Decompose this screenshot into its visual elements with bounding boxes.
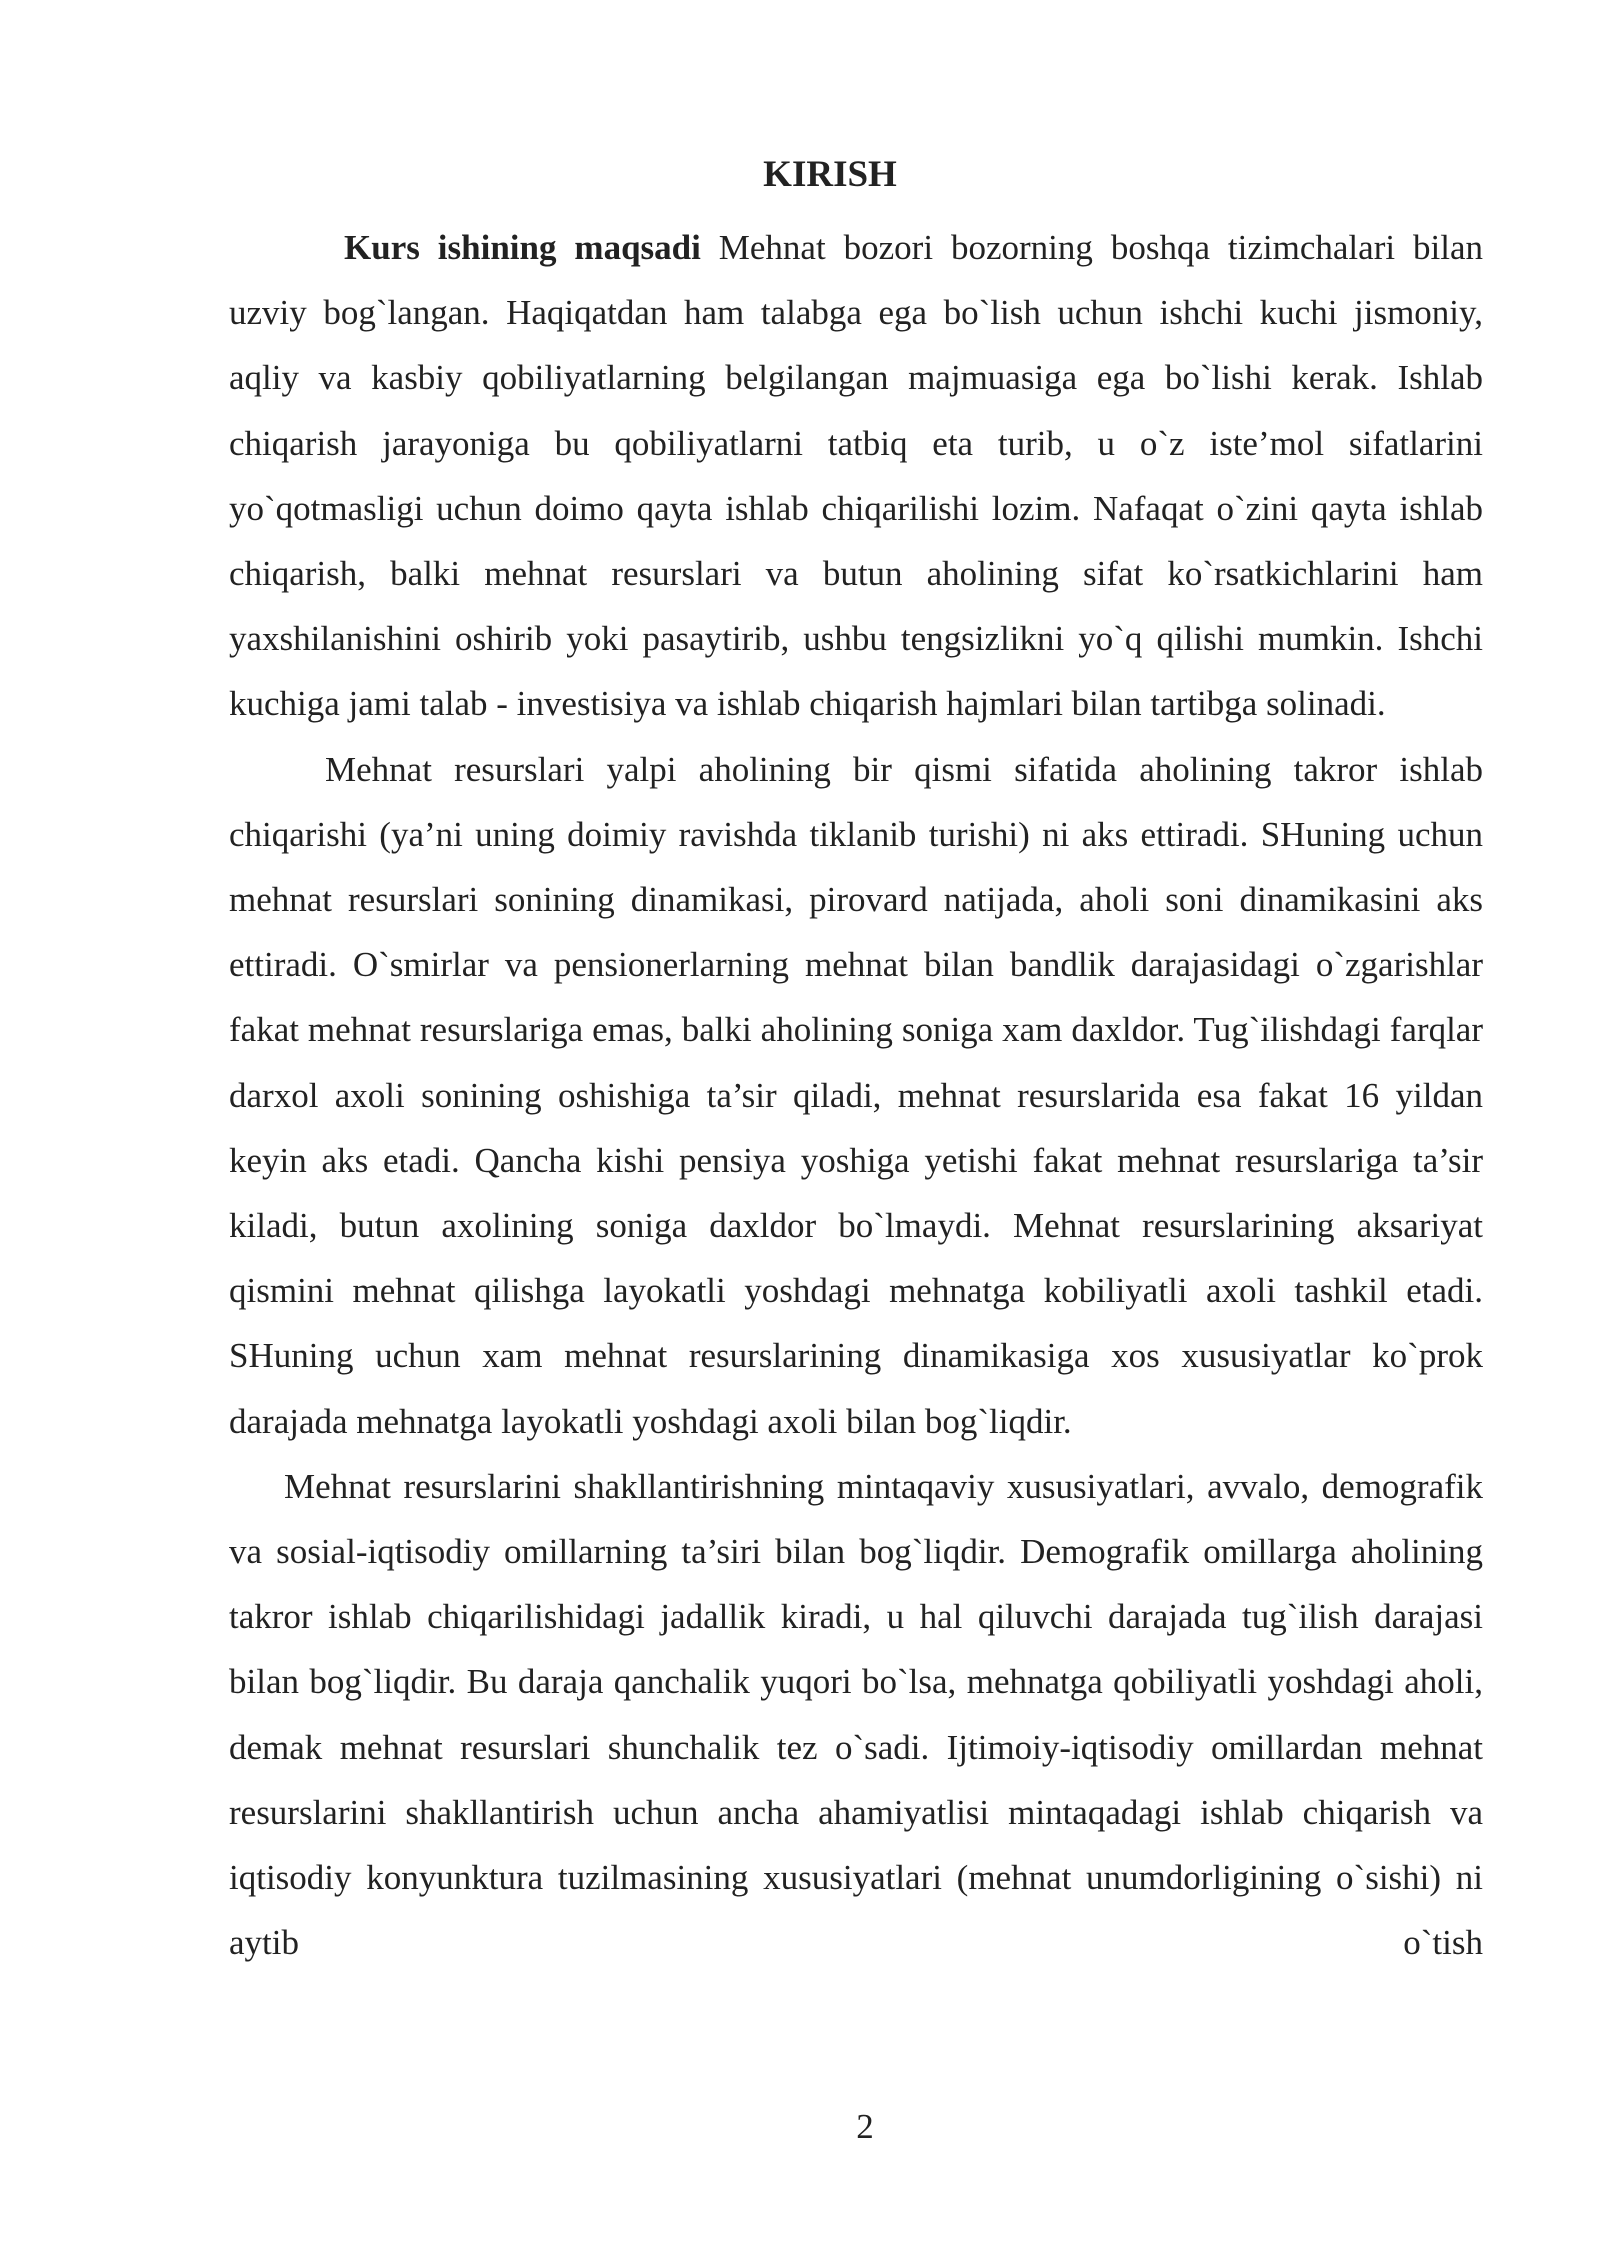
- paragraph-labor-resources: [229, 737, 1483, 1454]
- paragraph-text: Mehnat bozori bozorning boshqa tizimchalari bilan uzviy bog`langan. Haqiqatdan ham talabga ega bo`lish uchun ishchi kuchi jismoniy, aqliy va kasbiy qobiliyatlarning belgilangan majmuasiga ega bo`lishi kerak. Ishlab chiqarish jarayoniga bu qobiliyatlarni tatbiq eta turib, u o`z iste’mol sifatlarini yo`qotmasligi uchun doimo qayta ishlab chiqarilishi lozim. Nafaqat o`zini qayta ishlab chiqarish, balki mehnat resurslari va butun aholining sifat ko`rsatkichlarini ham yaxshilanishini oshirib yoki pasaytirib, ushbu tengsizlikni yo`q qilishi mumkin. Ishchi kuchiga jami talab - investisiya va ishlab chiqarish hajmlari bilan tartibga solinadi.: [229, 228, 1483, 724]
- paragraph-text: Mehnat resurslarini shakllantirishning mintaqaviy xususiyatlari, avvalo, demografik va sosial-iqtisodiy omillarning ta’siri bilan bog`liqdir. Demografik omillarga aholining takror ishlab chiqarilishidagi jadallik kiradi, u hal qiluvchi darajada tug`ilish darajasi bilan bog`liqdir. Bu daraja qanchalik yuqori bo`lsa, mehnatga qobiliyatli yoshdagi aholi, demak mehnat resurslari shunchalik tez o`sadi. Ijtimoiy-iqtisodiy omillardan mehnat resurslarini shakllantirish uchun ancha ahamiyatlisi mintaqadagi ishlab chiqarish va iqtisodiy konyunktura tuzilmasining xususiyatlari (mehnat unumdorligining o`sishi) ni aytib o`tish: [229, 1466, 1483, 1963]
- paragraph-text: Mehnat resurslari yalpi aholining bir qismi sifatida aholining takror ishlab chiqarishi (ya’ni uning doimiy ravishda tiklanib turishi) ni aks ettiradi. SHuning uchun mehnat resurslari sonining dinamikasi, pirovard natijada, aholi soni dinamikasini aks ettiradi. O`smirlar va pensionerlarning mehnat bilan bandlik darajasidagi o`zgarishlar fakat mehnat resurslariga emas, balki aholining soniga xam daxldor. Tug`ilishdagi farqlar darxol axoli sonining oshishiga ta’sir qiladi, mehnat resurslarida esa fakat 16 yildan keyin aks etadi. Qancha kishi pensiya yoshiga yetishi fakat mehnat resurslariga ta’sir kiladi, butun axolining soniga daxldor bo`lmaydi. Mehnat resurslarining aksariyat qismini mehnat qilishga layokatli yoshdagi mehnatga kobiliyatli axoli tashkil etadi. SHuning uchun xam mehnat resurslarining dinamikasiga xos xususiyatlar ko`prok darajada mehnatga layokatli yoshdagi axoli bilan bog`liqdir.: [229, 749, 1483, 1441]
- paragraph-lead: Kurs ishining maqsadi: [344, 228, 701, 267]
- page-title: KIRISH: [763, 154, 897, 195]
- paragraph-intro: [229, 215, 1483, 737]
- page-number: 2: [856, 2107, 874, 2146]
- document-body: [229, 215, 1483, 1975]
- paragraph-regional-features: [229, 1454, 1483, 1976]
